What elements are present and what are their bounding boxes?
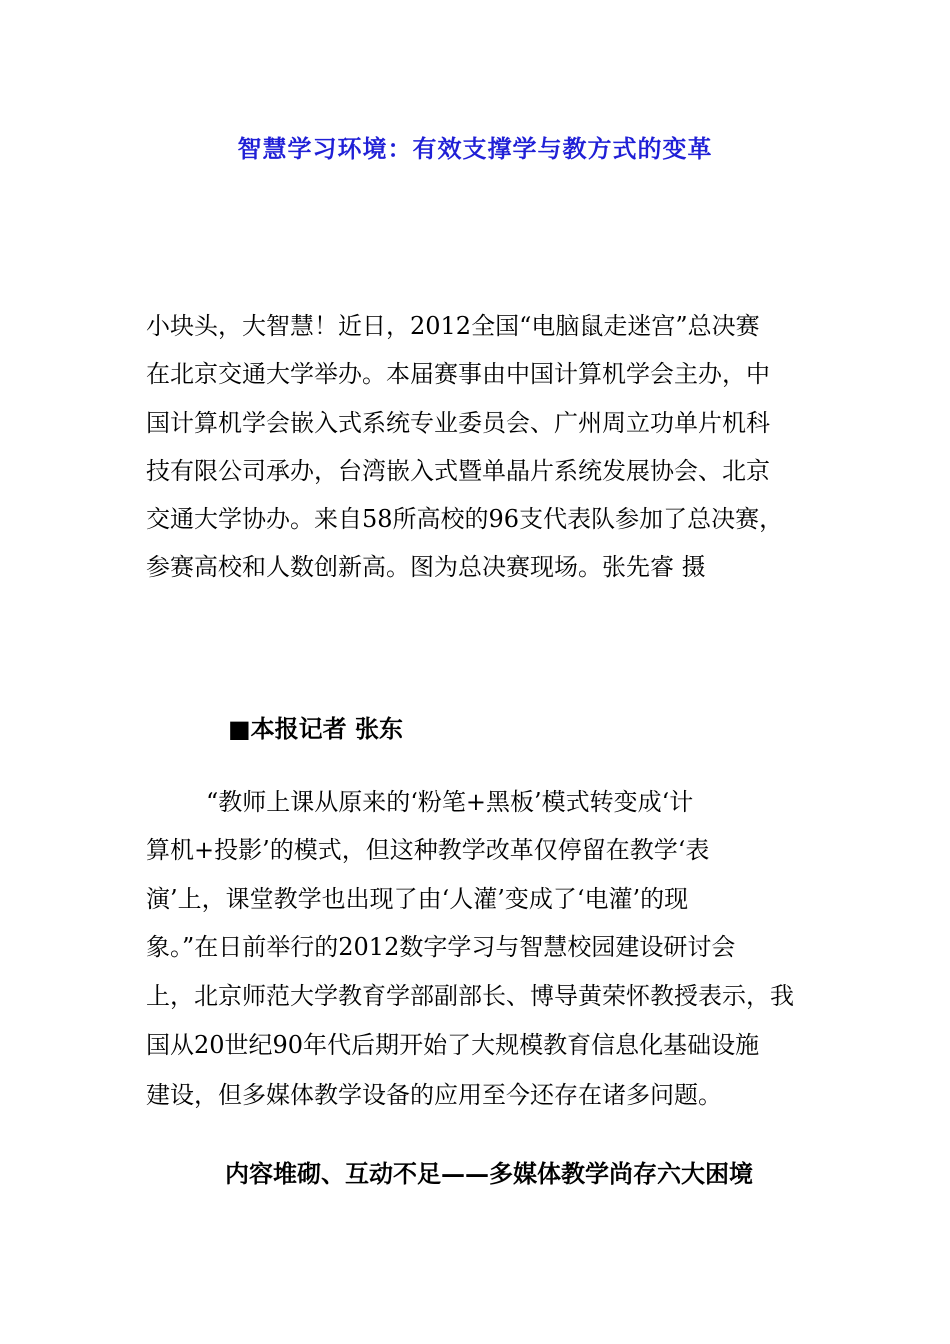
- body-line: 国从20世纪90年代后期开始了大规模教育信息化基础设施: [146, 1031, 760, 1059]
- body-line: 建设，但多媒体教学设备的应用至今还存在诸多问题。: [146, 1081, 722, 1109]
- caption-line: 技有限公司承办，台湾嵌入式暨单晶片系统发展协会、北京: [146, 457, 770, 485]
- caption-line: 交通大学协办。来自58所高校的96支代表队参加了总决赛，: [146, 505, 784, 533]
- caption-line: 小块头，大智慧！近日，2012全国“电脑鼠走迷宫”总决赛: [146, 312, 760, 340]
- body-line: “教师上课从原来的‘粉笔+黑板’模式转变成‘计: [206, 788, 694, 816]
- section-subheading: 内容堆砌、互动不足——多媒体教学尚存六大困境: [225, 1159, 753, 1188]
- caption-line: 在北京交通大学举办。本届赛事由中国计算机学会主办，中: [146, 360, 770, 388]
- reporter-byline: ■本报记者 张东: [228, 714, 404, 743]
- caption-line: 国计算机学会嵌入式系统专业委员会、广州周立功单片机科: [146, 409, 770, 437]
- body-line: 算机+投影’的模式，但这种教学改革仅停留在教学‘表: [146, 836, 710, 864]
- caption-line: 参赛高校和人数创新高。图为总决赛现场。张先睿 摄: [146, 553, 706, 581]
- body-line: 象。”在日前举行的2012数字学习与智慧校园建设研讨会: [146, 933, 736, 961]
- body-line: 上，北京师范大学教育学部副部长、博导黄荣怀教授表示，我: [146, 982, 794, 1010]
- body-line: 演’上，课堂教学也出现了由‘人灌’变成了‘电灌’的现: [146, 885, 689, 913]
- article-title: 智慧学习环境：有效支撑学与教方式的变革: [237, 134, 713, 163]
